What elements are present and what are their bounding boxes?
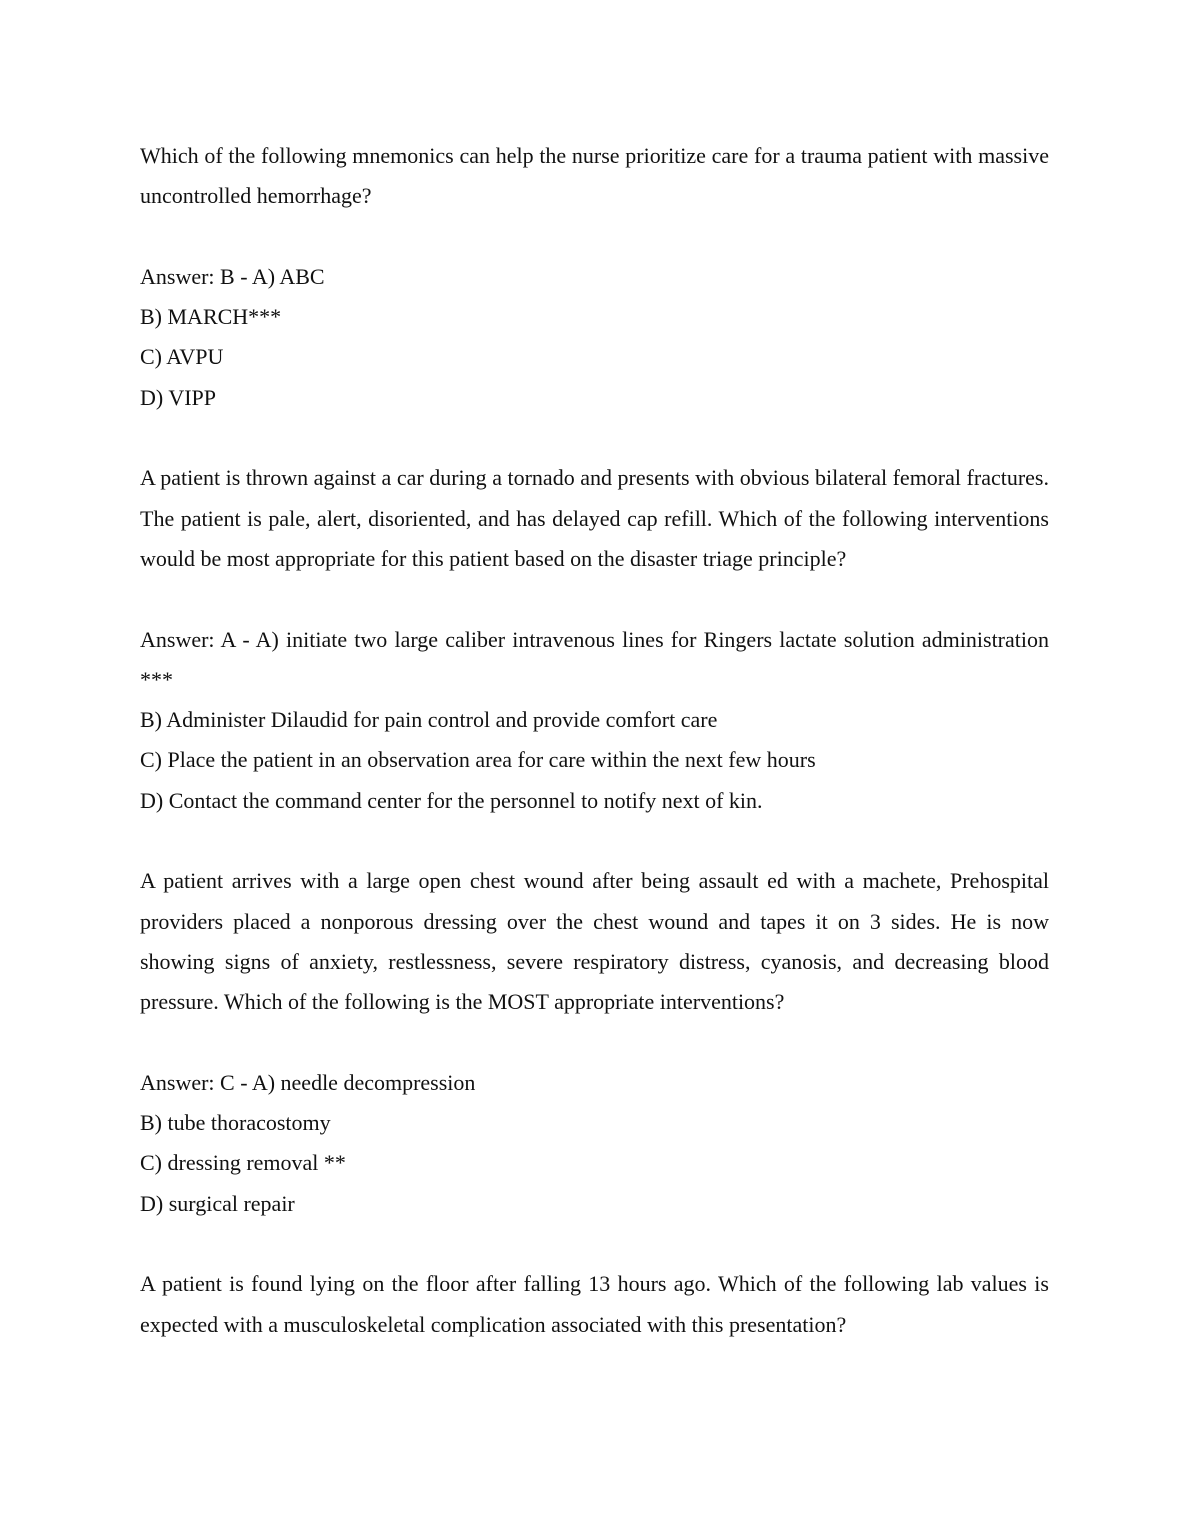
question-2-option-c: C) Place the patient in an observation area for care within the next few hours (140, 747, 816, 773)
question-1-answer: Answer: B - A) ABC (140, 263, 325, 289)
question-1-option-d: D) VIPP (140, 384, 217, 410)
question-2-answer: Answer: A - A) initiate two large caliber intravenous lines for Ringers lactate solution administration *** (140, 626, 1049, 692)
question-1-option-c: C) AVPU (140, 344, 224, 370)
question-3-answer: Answer: C - A) needle decompression (140, 1069, 476, 1095)
question-1-option-b: B) MARCH*** (140, 304, 282, 330)
question-1-text: Which of the following mnemonics can help the nurse prioritize care for a trauma patient with massive uncontrolled hemorrhage? (140, 143, 1049, 209)
spacer (140, 821, 1049, 861)
question-2-option-d: D) Contact the command center for the personnel to notify next of kin. (140, 787, 763, 813)
question-3-option-c: C) dressing removal ** (140, 1150, 346, 1176)
spacer (140, 418, 1049, 458)
spacer (140, 217, 1049, 257)
spacer (140, 1224, 1049, 1264)
spacer (140, 1023, 1049, 1063)
question-4-text: A patient is found lying on the floor after falling 13 hours ago. Which of the following lab values is expected with a musculoskeletal complication associated with this presentation? (140, 1271, 1049, 1337)
question-3-option-d: D) surgical repair (140, 1190, 295, 1216)
question-3-option-b: B) tube thoracostomy (140, 1110, 331, 1136)
spacer (140, 579, 1049, 619)
question-2-text: A patient is thrown against a car during a tornado and presents with obvious bilateral femoral fractures. The patient is pale, alert, disoriented, and has delayed cap refill. Which of the following interventions would be most appropriate for this patient based on the disaster triage principle? (140, 465, 1049, 571)
question-2-option-b: B) Administer Dilaudid for pain control and provide comfort care (140, 707, 718, 733)
document-page (140, 136, 1049, 1345)
question-3-text: A patient arrives with a large open chest wound after being assault ed with a machete, Prehospital providers placed a nonporous dressing over the chest wound and tapes it on 3 sides. He is now showing signs of anxiety, restlessness, severe respiratory distress, cyanosis, and decreasing blood pressure. Which of the following is the MOST appropriate interventions? (140, 868, 1049, 1015)
